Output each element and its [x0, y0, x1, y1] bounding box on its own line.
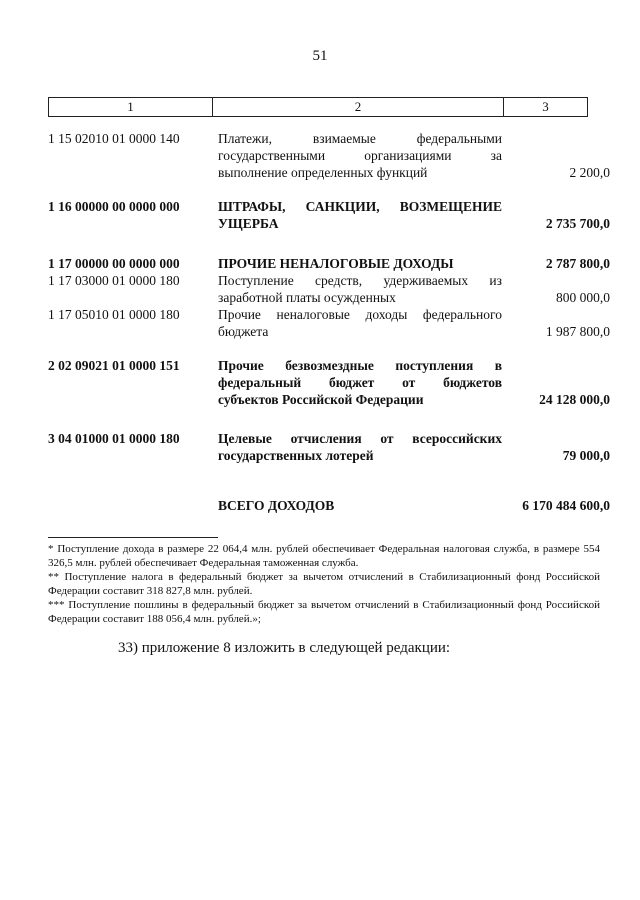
row-name-line: государственными организациями за	[218, 148, 502, 163]
row-code: 1 17 05010 01 0000 180	[48, 307, 180, 322]
row-amount: 2 735 700,0	[545, 216, 610, 231]
row-code: 3 04 01000 01 0000 180	[48, 431, 180, 446]
row-name	[218, 306, 502, 340]
row-amount: 24 128 000,0	[539, 392, 610, 407]
row-name	[218, 357, 502, 408]
header-col-1: 1	[49, 98, 213, 116]
header-col-3: 3	[542, 99, 549, 114]
row-name-line: Прочие безвозмездные поступления в	[218, 358, 502, 373]
row-code: 2 02 09021 01 0000 151	[48, 358, 180, 373]
row-name-line: бюджета	[218, 324, 269, 339]
footnotes	[48, 542, 600, 626]
row-name-line: федеральный бюджет от бюджетов	[218, 375, 502, 390]
row-name	[218, 497, 502, 514]
row-amount: 6 170 484 600,0	[522, 498, 610, 513]
footnote-3: *** Поступление пошлины в федеральный бюджет за вычетом отчислений в Стабилизационный фонд Российской Федерации составит 188 056,4 млн. рублей.»;	[48, 599, 600, 625]
closing-text: 33) приложение 8 изложить в следующей редакции:	[118, 640, 451, 656]
row-name	[218, 255, 502, 272]
row-name-line: субъектов Российской Федерации	[218, 392, 424, 407]
page-number: 51	[312, 48, 328, 64]
row-name-line: Целевые отчисления от всероссийских	[218, 431, 502, 446]
row-name-line: УЩЕРБА	[218, 216, 279, 231]
row-name-line: Прочие неналоговые доходы федерального	[218, 307, 502, 322]
row-amount: 79 000,0	[562, 448, 610, 463]
row-amount: 800 000,0	[556, 290, 610, 305]
row-name-line: ВСЕГО ДОХОДОВ	[218, 498, 335, 513]
header-col-2: 2	[213, 98, 504, 116]
row-name-line: ШТРАФЫ, САНКЦИИ, ВОЗМЕЩЕНИЕ	[218, 199, 502, 214]
row-code: 1 15 02010 01 0000 140	[48, 131, 180, 146]
row-name	[218, 130, 502, 181]
row-name-line: государственных лотерей	[218, 448, 374, 463]
row-name-line: Платежи, взимаемые федеральными	[218, 131, 502, 146]
footnote-2: ** Поступление налога в федеральный бюджет за вычетом отчислений в Стабилизационный фонд Российской Федерации составит 318 827,8 млн. рублей.	[48, 571, 600, 597]
row-amount: 2 787 800,0	[545, 256, 610, 271]
row-name-line: заработной платы осужденных	[218, 290, 396, 305]
row-name-line: выполнение определенных функций	[218, 165, 428, 180]
row-name	[218, 198, 502, 232]
row-amount: 2 200,0	[569, 165, 610, 180]
row-code: 1 17 03000 01 0000 180	[48, 273, 180, 288]
row-name-line: Поступление средств, удерживаемых из	[218, 273, 502, 288]
row-name	[218, 272, 502, 306]
table-header	[48, 97, 588, 117]
row-name	[218, 430, 502, 464]
row-code: 1 16 00000 00 0000 000	[48, 199, 180, 214]
footnote-divider	[48, 537, 218, 538]
footnote-1: * Поступление дохода в размере 22 064,4 млн. рублей обеспечивает Федеральная налоговая служба, в размере 554 326,5 млн. рублей обеспечивает Федеральная таможенная служба.	[48, 543, 600, 569]
row-name-line: ПРОЧИЕ НЕНАЛОГОВЫЕ ДОХОДЫ	[218, 256, 454, 271]
row-amount: 1 987 800,0	[545, 324, 610, 339]
row-code: 1 17 00000 00 0000 000	[48, 256, 180, 271]
